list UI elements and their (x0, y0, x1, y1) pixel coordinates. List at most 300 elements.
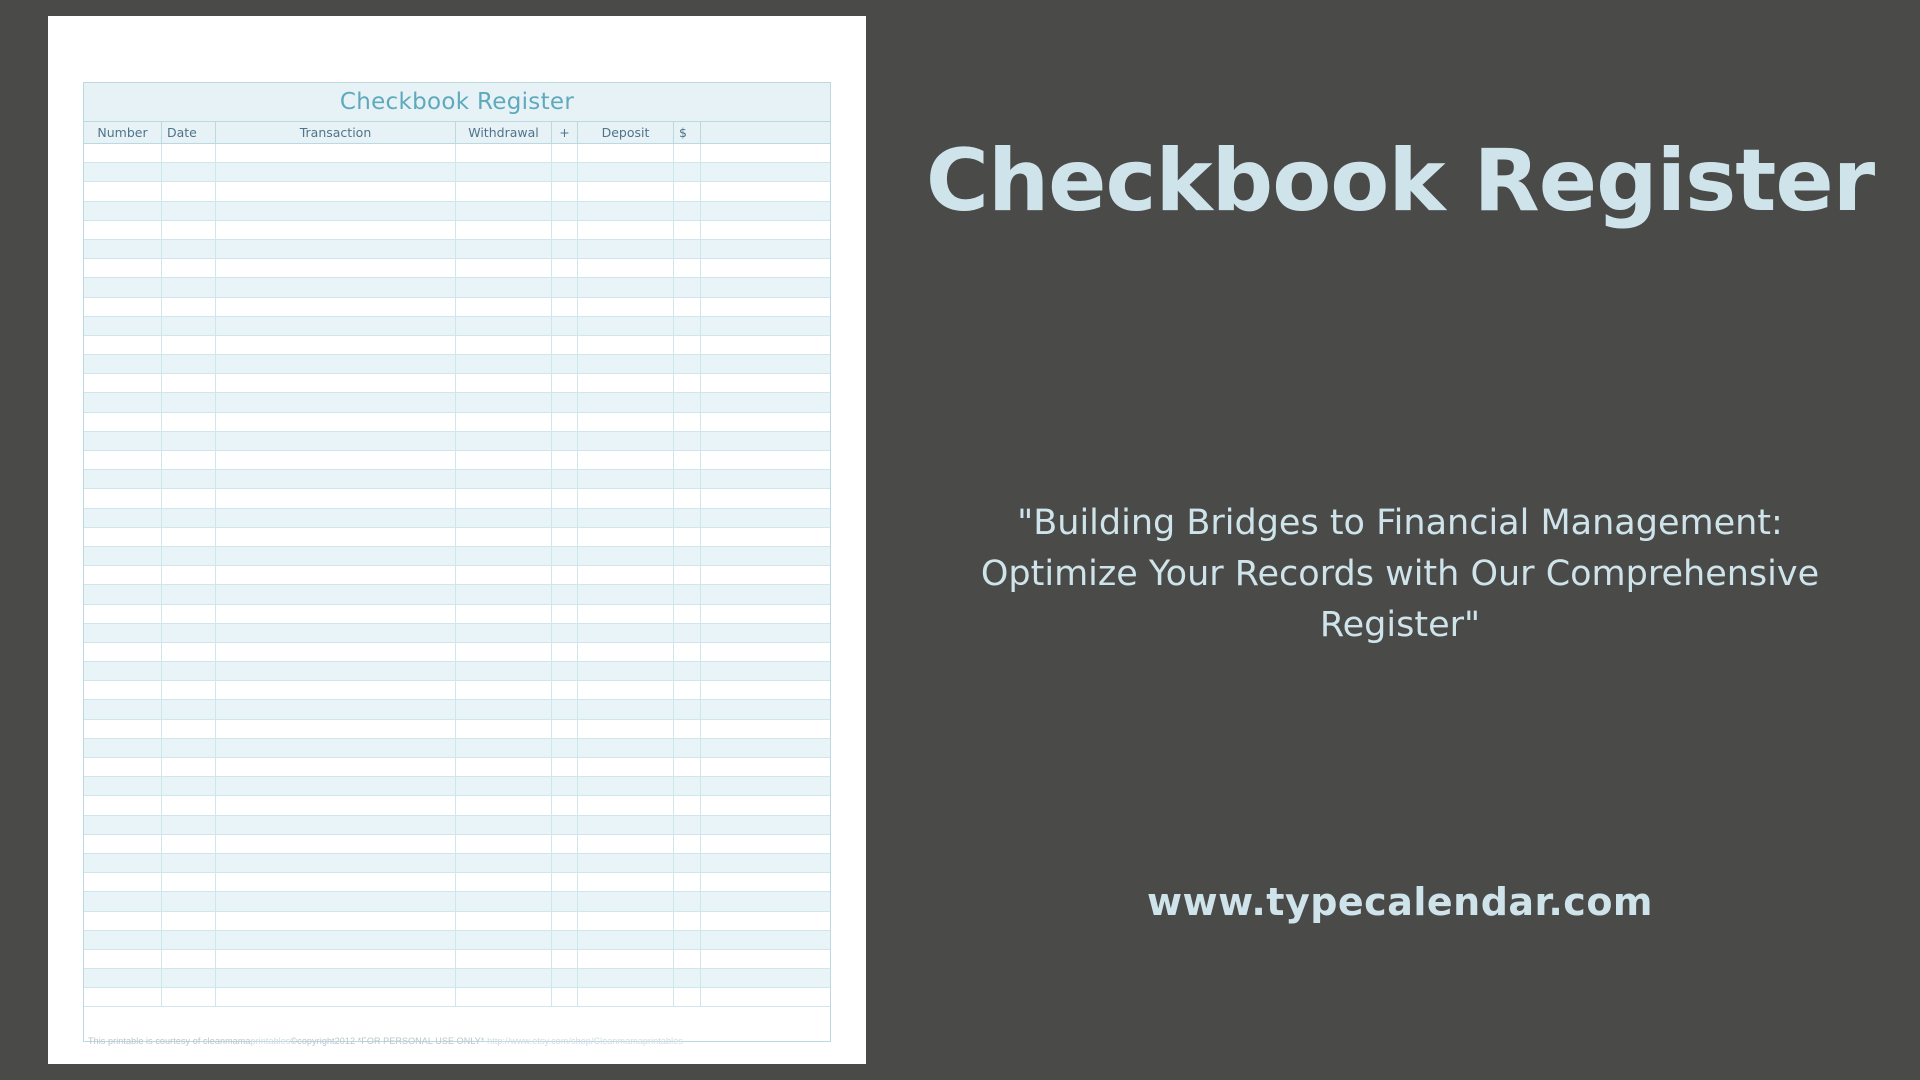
cell-dollar[interactable] (674, 873, 701, 891)
cell-deposit[interactable] (578, 355, 674, 373)
table-row[interactable] (84, 278, 830, 297)
table-row[interactable] (84, 988, 830, 1007)
cell-withdrawal[interactable] (456, 720, 552, 738)
cell-withdrawal[interactable] (456, 662, 552, 680)
cell-dollar[interactable] (674, 278, 701, 296)
cell-number[interactable] (84, 240, 162, 258)
cell-withdrawal[interactable] (456, 854, 552, 872)
table-row[interactable] (84, 202, 830, 221)
table-row[interactable] (84, 298, 830, 317)
cell-deposit[interactable] (578, 336, 674, 354)
cell-number[interactable] (84, 912, 162, 930)
cell-date[interactable] (162, 796, 216, 814)
cell-deposit[interactable] (578, 931, 674, 949)
cell-deposit[interactable] (578, 777, 674, 795)
cell-plus[interactable] (552, 509, 578, 527)
cell-dollar[interactable] (674, 202, 701, 220)
cell-plus[interactable] (552, 643, 578, 661)
cell-deposit[interactable] (578, 470, 674, 488)
cell-deposit[interactable] (578, 643, 674, 661)
cell-transaction[interactable] (216, 931, 456, 949)
cell-plus[interactable] (552, 221, 578, 239)
cell-withdrawal[interactable] (456, 432, 552, 450)
cell-plus[interactable] (552, 547, 578, 565)
table-row[interactable] (84, 873, 830, 892)
cell-withdrawal[interactable] (456, 700, 552, 718)
cell-date[interactable] (162, 892, 216, 910)
cell-date[interactable] (162, 374, 216, 392)
cell-deposit[interactable] (578, 835, 674, 853)
cell-number[interactable] (84, 796, 162, 814)
cell-transaction[interactable] (216, 489, 456, 507)
cell-transaction[interactable] (216, 240, 456, 258)
table-row[interactable] (84, 374, 830, 393)
table-row[interactable] (84, 950, 830, 969)
cell-date[interactable] (162, 585, 216, 603)
cell-withdrawal[interactable] (456, 681, 552, 699)
cell-date[interactable] (162, 451, 216, 469)
table-row[interactable] (84, 259, 830, 278)
cell-deposit[interactable] (578, 221, 674, 239)
cell-date[interactable] (162, 835, 216, 853)
table-row[interactable] (84, 796, 830, 815)
cell-deposit[interactable] (578, 298, 674, 316)
cell-withdrawal[interactable] (456, 585, 552, 603)
table-row[interactable] (84, 700, 830, 719)
cell-balance[interactable] (701, 432, 830, 450)
cell-balance[interactable] (701, 451, 830, 469)
cell-withdrawal[interactable] (456, 739, 552, 757)
cell-number[interactable] (84, 892, 162, 910)
cell-transaction[interactable] (216, 643, 456, 661)
cell-plus[interactable] (552, 278, 578, 296)
cell-dollar[interactable] (674, 835, 701, 853)
cell-number[interactable] (84, 681, 162, 699)
cell-withdrawal[interactable] (456, 835, 552, 853)
table-row[interactable] (84, 624, 830, 643)
table-row[interactable] (84, 835, 830, 854)
table-row[interactable] (84, 182, 830, 201)
table-row[interactable] (84, 739, 830, 758)
cell-number[interactable] (84, 662, 162, 680)
cell-transaction[interactable] (216, 720, 456, 738)
cell-withdrawal[interactable] (456, 374, 552, 392)
cell-date[interactable] (162, 489, 216, 507)
cell-balance[interactable] (701, 758, 830, 776)
cell-balance[interactable] (701, 720, 830, 738)
cell-date[interactable] (162, 317, 216, 335)
cell-dollar[interactable] (674, 509, 701, 527)
cell-number[interactable] (84, 988, 162, 1006)
cell-plus[interactable] (552, 336, 578, 354)
cell-transaction[interactable] (216, 470, 456, 488)
cell-date[interactable] (162, 509, 216, 527)
cell-transaction[interactable] (216, 566, 456, 584)
cell-number[interactable] (84, 585, 162, 603)
cell-balance[interactable] (701, 278, 830, 296)
cell-transaction[interactable] (216, 873, 456, 891)
cell-date[interactable] (162, 528, 216, 546)
cell-plus[interactable] (552, 873, 578, 891)
cell-balance[interactable] (701, 585, 830, 603)
table-row[interactable] (84, 355, 830, 374)
cell-number[interactable] (84, 182, 162, 200)
cell-number[interactable] (84, 528, 162, 546)
cell-withdrawal[interactable] (456, 202, 552, 220)
cell-withdrawal[interactable] (456, 509, 552, 527)
table-row[interactable] (84, 585, 830, 604)
cell-plus[interactable] (552, 816, 578, 834)
cell-date[interactable] (162, 777, 216, 795)
cell-deposit[interactable] (578, 720, 674, 738)
cell-number[interactable] (84, 547, 162, 565)
cell-deposit[interactable] (578, 816, 674, 834)
cell-plus[interactable] (552, 489, 578, 507)
table-row[interactable] (84, 643, 830, 662)
cell-date[interactable] (162, 854, 216, 872)
cell-transaction[interactable] (216, 259, 456, 277)
table-row[interactable] (84, 816, 830, 835)
cell-withdrawal[interactable] (456, 413, 552, 431)
cell-deposit[interactable] (578, 739, 674, 757)
cell-deposit[interactable] (578, 202, 674, 220)
cell-dollar[interactable] (674, 470, 701, 488)
cell-dollar[interactable] (674, 182, 701, 200)
cell-plus[interactable] (552, 355, 578, 373)
table-row[interactable] (84, 451, 830, 470)
cell-withdrawal[interactable] (456, 528, 552, 546)
cell-number[interactable] (84, 202, 162, 220)
cell-balance[interactable] (701, 854, 830, 872)
cell-transaction[interactable] (216, 854, 456, 872)
table-row[interactable] (84, 432, 830, 451)
cell-balance[interactable] (701, 681, 830, 699)
cell-balance[interactable] (701, 624, 830, 642)
cell-plus[interactable] (552, 758, 578, 776)
cell-deposit[interactable] (578, 662, 674, 680)
cell-plus[interactable] (552, 451, 578, 469)
cell-balance[interactable] (701, 700, 830, 718)
cell-number[interactable] (84, 451, 162, 469)
cell-dollar[interactable] (674, 163, 701, 181)
cell-balance[interactable] (701, 528, 830, 546)
cell-withdrawal[interactable] (456, 873, 552, 891)
table-row[interactable] (84, 144, 830, 163)
cell-withdrawal[interactable] (456, 278, 552, 296)
cell-dollar[interactable] (674, 585, 701, 603)
cell-plus[interactable] (552, 681, 578, 699)
table-row[interactable] (84, 758, 830, 777)
cell-date[interactable] (162, 912, 216, 930)
cell-withdrawal[interactable] (456, 144, 552, 162)
cell-plus[interactable] (552, 470, 578, 488)
cell-withdrawal[interactable] (456, 451, 552, 469)
cell-date[interactable] (162, 278, 216, 296)
table-row[interactable] (84, 413, 830, 432)
cell-dollar[interactable] (674, 969, 701, 987)
cell-balance[interactable] (701, 413, 830, 431)
cell-plus[interactable] (552, 662, 578, 680)
cell-date[interactable] (162, 298, 216, 316)
cell-dollar[interactable] (674, 720, 701, 738)
cell-deposit[interactable] (578, 163, 674, 181)
cell-deposit[interactable] (578, 259, 674, 277)
cell-dollar[interactable] (674, 259, 701, 277)
cell-deposit[interactable] (578, 969, 674, 987)
cell-transaction[interactable] (216, 777, 456, 795)
cell-dollar[interactable] (674, 393, 701, 411)
cell-number[interactable] (84, 643, 162, 661)
cell-transaction[interactable] (216, 835, 456, 853)
cell-date[interactable] (162, 355, 216, 373)
table-row[interactable] (84, 489, 830, 508)
table-row[interactable] (84, 777, 830, 796)
cell-plus[interactable] (552, 566, 578, 584)
cell-transaction[interactable] (216, 662, 456, 680)
cell-dollar[interactable] (674, 912, 701, 930)
cell-deposit[interactable] (578, 374, 674, 392)
table-row[interactable] (84, 317, 830, 336)
cell-withdrawal[interactable] (456, 643, 552, 661)
cell-number[interactable] (84, 413, 162, 431)
cell-transaction[interactable] (216, 393, 456, 411)
cell-date[interactable] (162, 816, 216, 834)
cell-dollar[interactable] (674, 221, 701, 239)
cell-transaction[interactable] (216, 624, 456, 642)
cell-transaction[interactable] (216, 144, 456, 162)
cell-number[interactable] (84, 298, 162, 316)
table-row[interactable] (84, 892, 830, 911)
cell-transaction[interactable] (216, 605, 456, 623)
cell-date[interactable] (162, 681, 216, 699)
cell-withdrawal[interactable] (456, 393, 552, 411)
cell-withdrawal[interactable] (456, 566, 552, 584)
cell-plus[interactable] (552, 777, 578, 795)
cell-date[interactable] (162, 720, 216, 738)
cell-withdrawal[interactable] (456, 950, 552, 968)
cell-deposit[interactable] (578, 873, 674, 891)
cell-date[interactable] (162, 605, 216, 623)
cell-transaction[interactable] (216, 509, 456, 527)
cell-transaction[interactable] (216, 413, 456, 431)
cell-dollar[interactable] (674, 777, 701, 795)
cell-date[interactable] (162, 240, 216, 258)
cell-plus[interactable] (552, 413, 578, 431)
cell-dollar[interactable] (674, 605, 701, 623)
cell-withdrawal[interactable] (456, 182, 552, 200)
cell-balance[interactable] (701, 912, 830, 930)
cell-balance[interactable] (701, 662, 830, 680)
cell-number[interactable] (84, 393, 162, 411)
cell-plus[interactable] (552, 144, 578, 162)
cell-deposit[interactable] (578, 393, 674, 411)
cell-number[interactable] (84, 720, 162, 738)
cell-deposit[interactable] (578, 950, 674, 968)
cell-balance[interactable] (701, 509, 830, 527)
cell-number[interactable] (84, 854, 162, 872)
cell-transaction[interactable] (216, 182, 456, 200)
cell-dollar[interactable] (674, 892, 701, 910)
cell-balance[interactable] (701, 393, 830, 411)
cell-date[interactable] (162, 739, 216, 757)
cell-date[interactable] (162, 662, 216, 680)
cell-date[interactable] (162, 470, 216, 488)
cell-balance[interactable] (701, 202, 830, 220)
cell-withdrawal[interactable] (456, 758, 552, 776)
cell-number[interactable] (84, 163, 162, 181)
cell-dollar[interactable] (674, 739, 701, 757)
cell-transaction[interactable] (216, 988, 456, 1006)
cell-dollar[interactable] (674, 489, 701, 507)
cell-transaction[interactable] (216, 221, 456, 239)
cell-balance[interactable] (701, 182, 830, 200)
cell-plus[interactable] (552, 700, 578, 718)
cell-date[interactable] (162, 221, 216, 239)
cell-number[interactable] (84, 489, 162, 507)
cell-dollar[interactable] (674, 566, 701, 584)
cell-dollar[interactable] (674, 240, 701, 258)
cell-number[interactable] (84, 873, 162, 891)
cell-transaction[interactable] (216, 816, 456, 834)
cell-transaction[interactable] (216, 758, 456, 776)
cell-date[interactable] (162, 931, 216, 949)
cell-balance[interactable] (701, 739, 830, 757)
cell-plus[interactable] (552, 892, 578, 910)
table-row[interactable] (84, 931, 830, 950)
cell-withdrawal[interactable] (456, 624, 552, 642)
cell-dollar[interactable] (674, 643, 701, 661)
cell-transaction[interactable] (216, 163, 456, 181)
cell-transaction[interactable] (216, 374, 456, 392)
cell-balance[interactable] (701, 796, 830, 814)
cell-balance[interactable] (701, 950, 830, 968)
cell-date[interactable] (162, 163, 216, 181)
cell-withdrawal[interactable] (456, 931, 552, 949)
cell-dollar[interactable] (674, 796, 701, 814)
cell-plus[interactable] (552, 163, 578, 181)
cell-date[interactable] (162, 393, 216, 411)
cell-deposit[interactable] (578, 758, 674, 776)
cell-dollar[interactable] (674, 988, 701, 1006)
cell-plus[interactable] (552, 912, 578, 930)
cell-plus[interactable] (552, 432, 578, 450)
cell-deposit[interactable] (578, 547, 674, 565)
cell-date[interactable] (162, 144, 216, 162)
cell-plus[interactable] (552, 240, 578, 258)
cell-date[interactable] (162, 566, 216, 584)
cell-withdrawal[interactable] (456, 240, 552, 258)
cell-balance[interactable] (701, 240, 830, 258)
cell-plus[interactable] (552, 931, 578, 949)
cell-dollar[interactable] (674, 816, 701, 834)
cell-transaction[interactable] (216, 739, 456, 757)
cell-balance[interactable] (701, 643, 830, 661)
cell-number[interactable] (84, 278, 162, 296)
cell-number[interactable] (84, 700, 162, 718)
cell-balance[interactable] (701, 835, 830, 853)
cell-withdrawal[interactable] (456, 163, 552, 181)
cell-plus[interactable] (552, 796, 578, 814)
cell-number[interactable] (84, 950, 162, 968)
cell-dollar[interactable] (674, 681, 701, 699)
cell-transaction[interactable] (216, 547, 456, 565)
table-row[interactable] (84, 912, 830, 931)
cell-dollar[interactable] (674, 451, 701, 469)
cell-number[interactable] (84, 509, 162, 527)
cell-deposit[interactable] (578, 317, 674, 335)
cell-transaction[interactable] (216, 585, 456, 603)
cell-number[interactable] (84, 566, 162, 584)
table-row[interactable] (84, 163, 830, 182)
cell-dollar[interactable] (674, 432, 701, 450)
cell-date[interactable] (162, 259, 216, 277)
cell-deposit[interactable] (578, 528, 674, 546)
cell-number[interactable] (84, 835, 162, 853)
cell-dollar[interactable] (674, 547, 701, 565)
cell-deposit[interactable] (578, 892, 674, 910)
cell-deposit[interactable] (578, 413, 674, 431)
cell-withdrawal[interactable] (456, 816, 552, 834)
cell-dollar[interactable] (674, 624, 701, 642)
cell-dollar[interactable] (674, 298, 701, 316)
cell-plus[interactable] (552, 317, 578, 335)
cell-withdrawal[interactable] (456, 912, 552, 930)
cell-deposit[interactable] (578, 681, 674, 699)
cell-deposit[interactable] (578, 432, 674, 450)
cell-withdrawal[interactable] (456, 259, 552, 277)
cell-plus[interactable] (552, 835, 578, 853)
cell-withdrawal[interactable] (456, 221, 552, 239)
cell-deposit[interactable] (578, 912, 674, 930)
cell-plus[interactable] (552, 259, 578, 277)
cell-transaction[interactable] (216, 912, 456, 930)
cell-transaction[interactable] (216, 796, 456, 814)
cell-balance[interactable] (701, 259, 830, 277)
table-row[interactable] (84, 969, 830, 988)
table-row[interactable] (84, 470, 830, 489)
cell-dollar[interactable] (674, 528, 701, 546)
cell-number[interactable] (84, 259, 162, 277)
cell-number[interactable] (84, 317, 162, 335)
cell-deposit[interactable] (578, 796, 674, 814)
cell-number[interactable] (84, 336, 162, 354)
cell-withdrawal[interactable] (456, 796, 552, 814)
cell-balance[interactable] (701, 374, 830, 392)
cell-plus[interactable] (552, 950, 578, 968)
cell-dollar[interactable] (674, 854, 701, 872)
cell-transaction[interactable] (216, 355, 456, 373)
cell-balance[interactable] (701, 144, 830, 162)
cell-balance[interactable] (701, 470, 830, 488)
cell-balance[interactable] (701, 336, 830, 354)
cell-deposit[interactable] (578, 144, 674, 162)
cell-date[interactable] (162, 700, 216, 718)
cell-balance[interactable] (701, 298, 830, 316)
cell-deposit[interactable] (578, 509, 674, 527)
cell-withdrawal[interactable] (456, 317, 552, 335)
cell-deposit[interactable] (578, 988, 674, 1006)
cell-dollar[interactable] (674, 700, 701, 718)
cell-date[interactable] (162, 969, 216, 987)
cell-withdrawal[interactable] (456, 470, 552, 488)
cell-withdrawal[interactable] (456, 892, 552, 910)
cell-balance[interactable] (701, 777, 830, 795)
cell-deposit[interactable] (578, 278, 674, 296)
cell-transaction[interactable] (216, 317, 456, 335)
table-row[interactable] (84, 605, 830, 624)
cell-balance[interactable] (701, 605, 830, 623)
cell-balance[interactable] (701, 547, 830, 565)
